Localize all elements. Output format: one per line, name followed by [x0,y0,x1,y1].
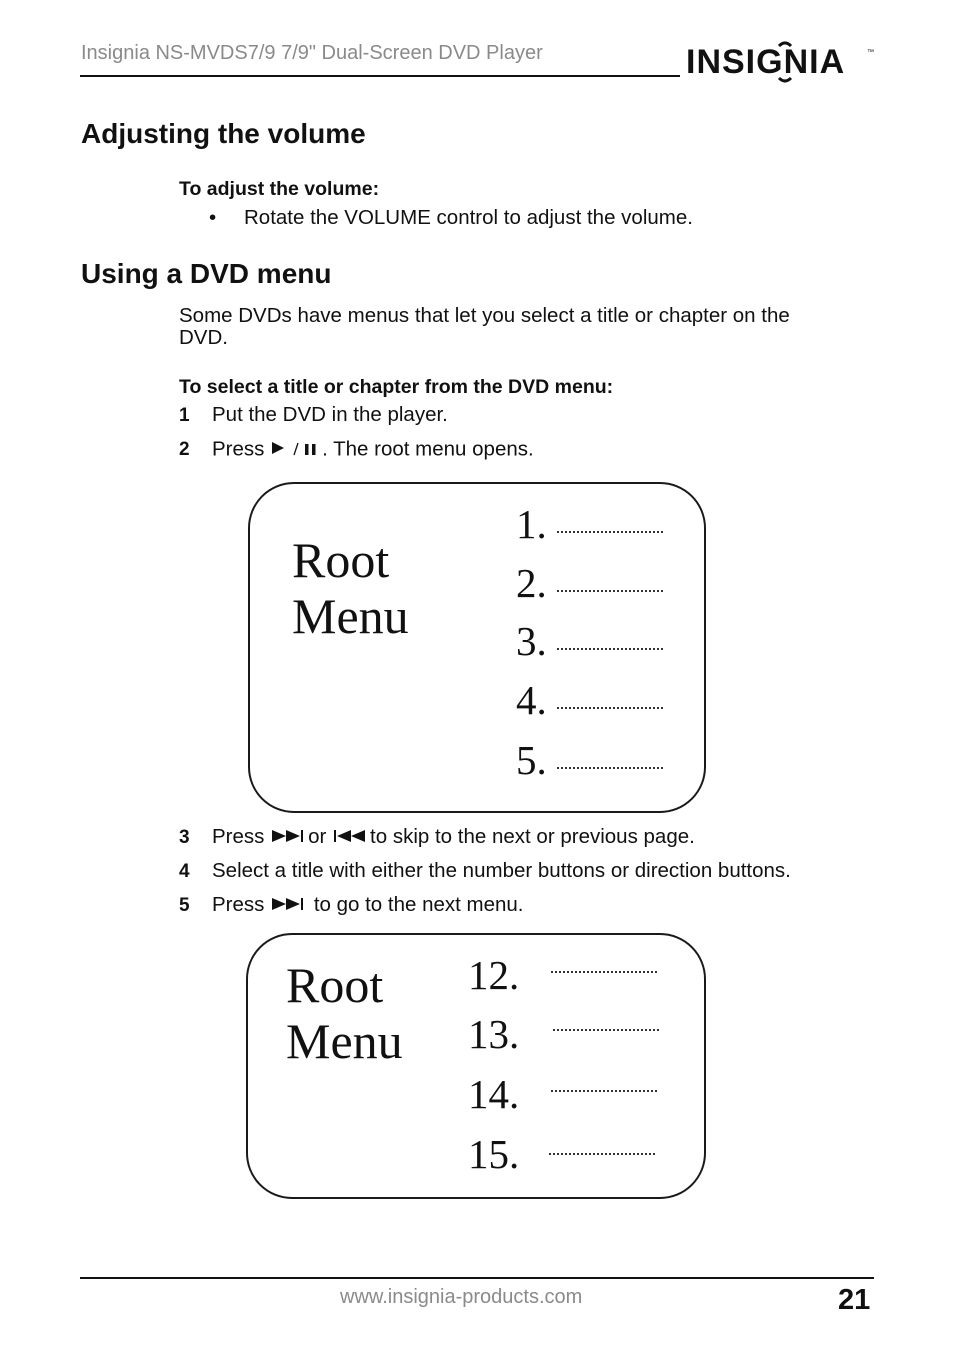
bullet-text: Rotate the VOLUME control to adjust the volume. [244,206,693,229]
intro-line-1: Some DVDs have menus that let you select a title or chapter on the [179,304,790,327]
root-menu-title-line-2: Menu [292,588,409,644]
step-number: 2 [179,439,190,460]
root-menu-title-line-2: Menu [286,1013,403,1069]
subheading-select-title: To select a title or chapter from the DVD menu: [179,376,614,398]
menu-item-dots [551,971,657,973]
intro-line-2: DVD. [179,326,228,349]
play-pause-icon [270,437,322,463]
menu-item-number: 12. [468,952,520,998]
root-menu-title-line-1: Root [286,957,384,1013]
insignia-logo [686,40,878,88]
skip-next-icon [270,826,308,850]
menu-item-number: 4. [516,677,547,723]
step-pre: Press [212,893,265,916]
menu-item-dots [557,648,663,650]
menu-item-dots [549,1153,655,1155]
step-pre: Press [212,825,265,848]
page-number: 21 [838,1284,871,1316]
root-menu-title [292,532,409,644]
root-menu-title [286,957,403,1069]
root-menu-title-line-1: Root [292,532,390,588]
menu-item-number: 14. [468,1071,520,1117]
menu-item-dots [557,531,663,533]
step-number: 4 [179,861,190,882]
svg-text:™: ™ [867,49,874,56]
step-pre: Press [212,437,265,461]
footer-url: www.insignia-products.com [340,1286,583,1308]
step-post: to go to the next menu. [313,893,524,916]
step-number: 1 [179,405,190,426]
menu-item-dots [557,707,663,709]
menu-item-dots [553,1029,659,1031]
step-text [212,437,534,463]
step-number: 5 [179,895,190,916]
skip-previous-icon [332,826,370,850]
menu-item-number: 1. [516,501,547,547]
skip-next-icon [270,894,308,918]
intro-paragraph [179,305,879,349]
bullet-icon: • [209,206,217,229]
menu-item-number: 2. [516,560,547,606]
step-mid: or [308,825,327,848]
step-text [212,825,695,850]
root-menu-diagram-2 [246,933,706,1199]
menu-item-dots [551,1090,657,1092]
section-heading-dvd-menu: Using a DVD menu [81,258,332,289]
step-post: . The root menu opens. [322,437,534,461]
menu-item-dots [557,767,663,769]
running-header: Insignia NS-MVDS7/9 7/9" Dual-Screen DVD Player [81,42,543,64]
header-rule [80,75,680,77]
menu-item-dots [557,590,663,592]
root-menu-diagram-1 [248,482,706,813]
svg-text:INSIGNIA: INSIGNIA [686,43,846,81]
menu-item-number: 13. [468,1011,520,1057]
menu-item-number: 5. [516,737,547,783]
footer-rule [80,1277,874,1279]
section-heading-volume: Adjusting the volume [81,118,366,149]
subheading-adjust-volume: To adjust the volume: [179,178,380,200]
step-text: Put the DVD in the player. [212,403,448,426]
menu-item-number: 15. [468,1131,520,1177]
menu-item-number: 3. [516,618,547,664]
step-post: to skip to the next or previous page. [370,825,695,848]
step-text: Select a title with either the number buttons or direction buttons. [212,859,791,882]
step-number: 3 [179,827,190,848]
step-text [212,893,524,918]
